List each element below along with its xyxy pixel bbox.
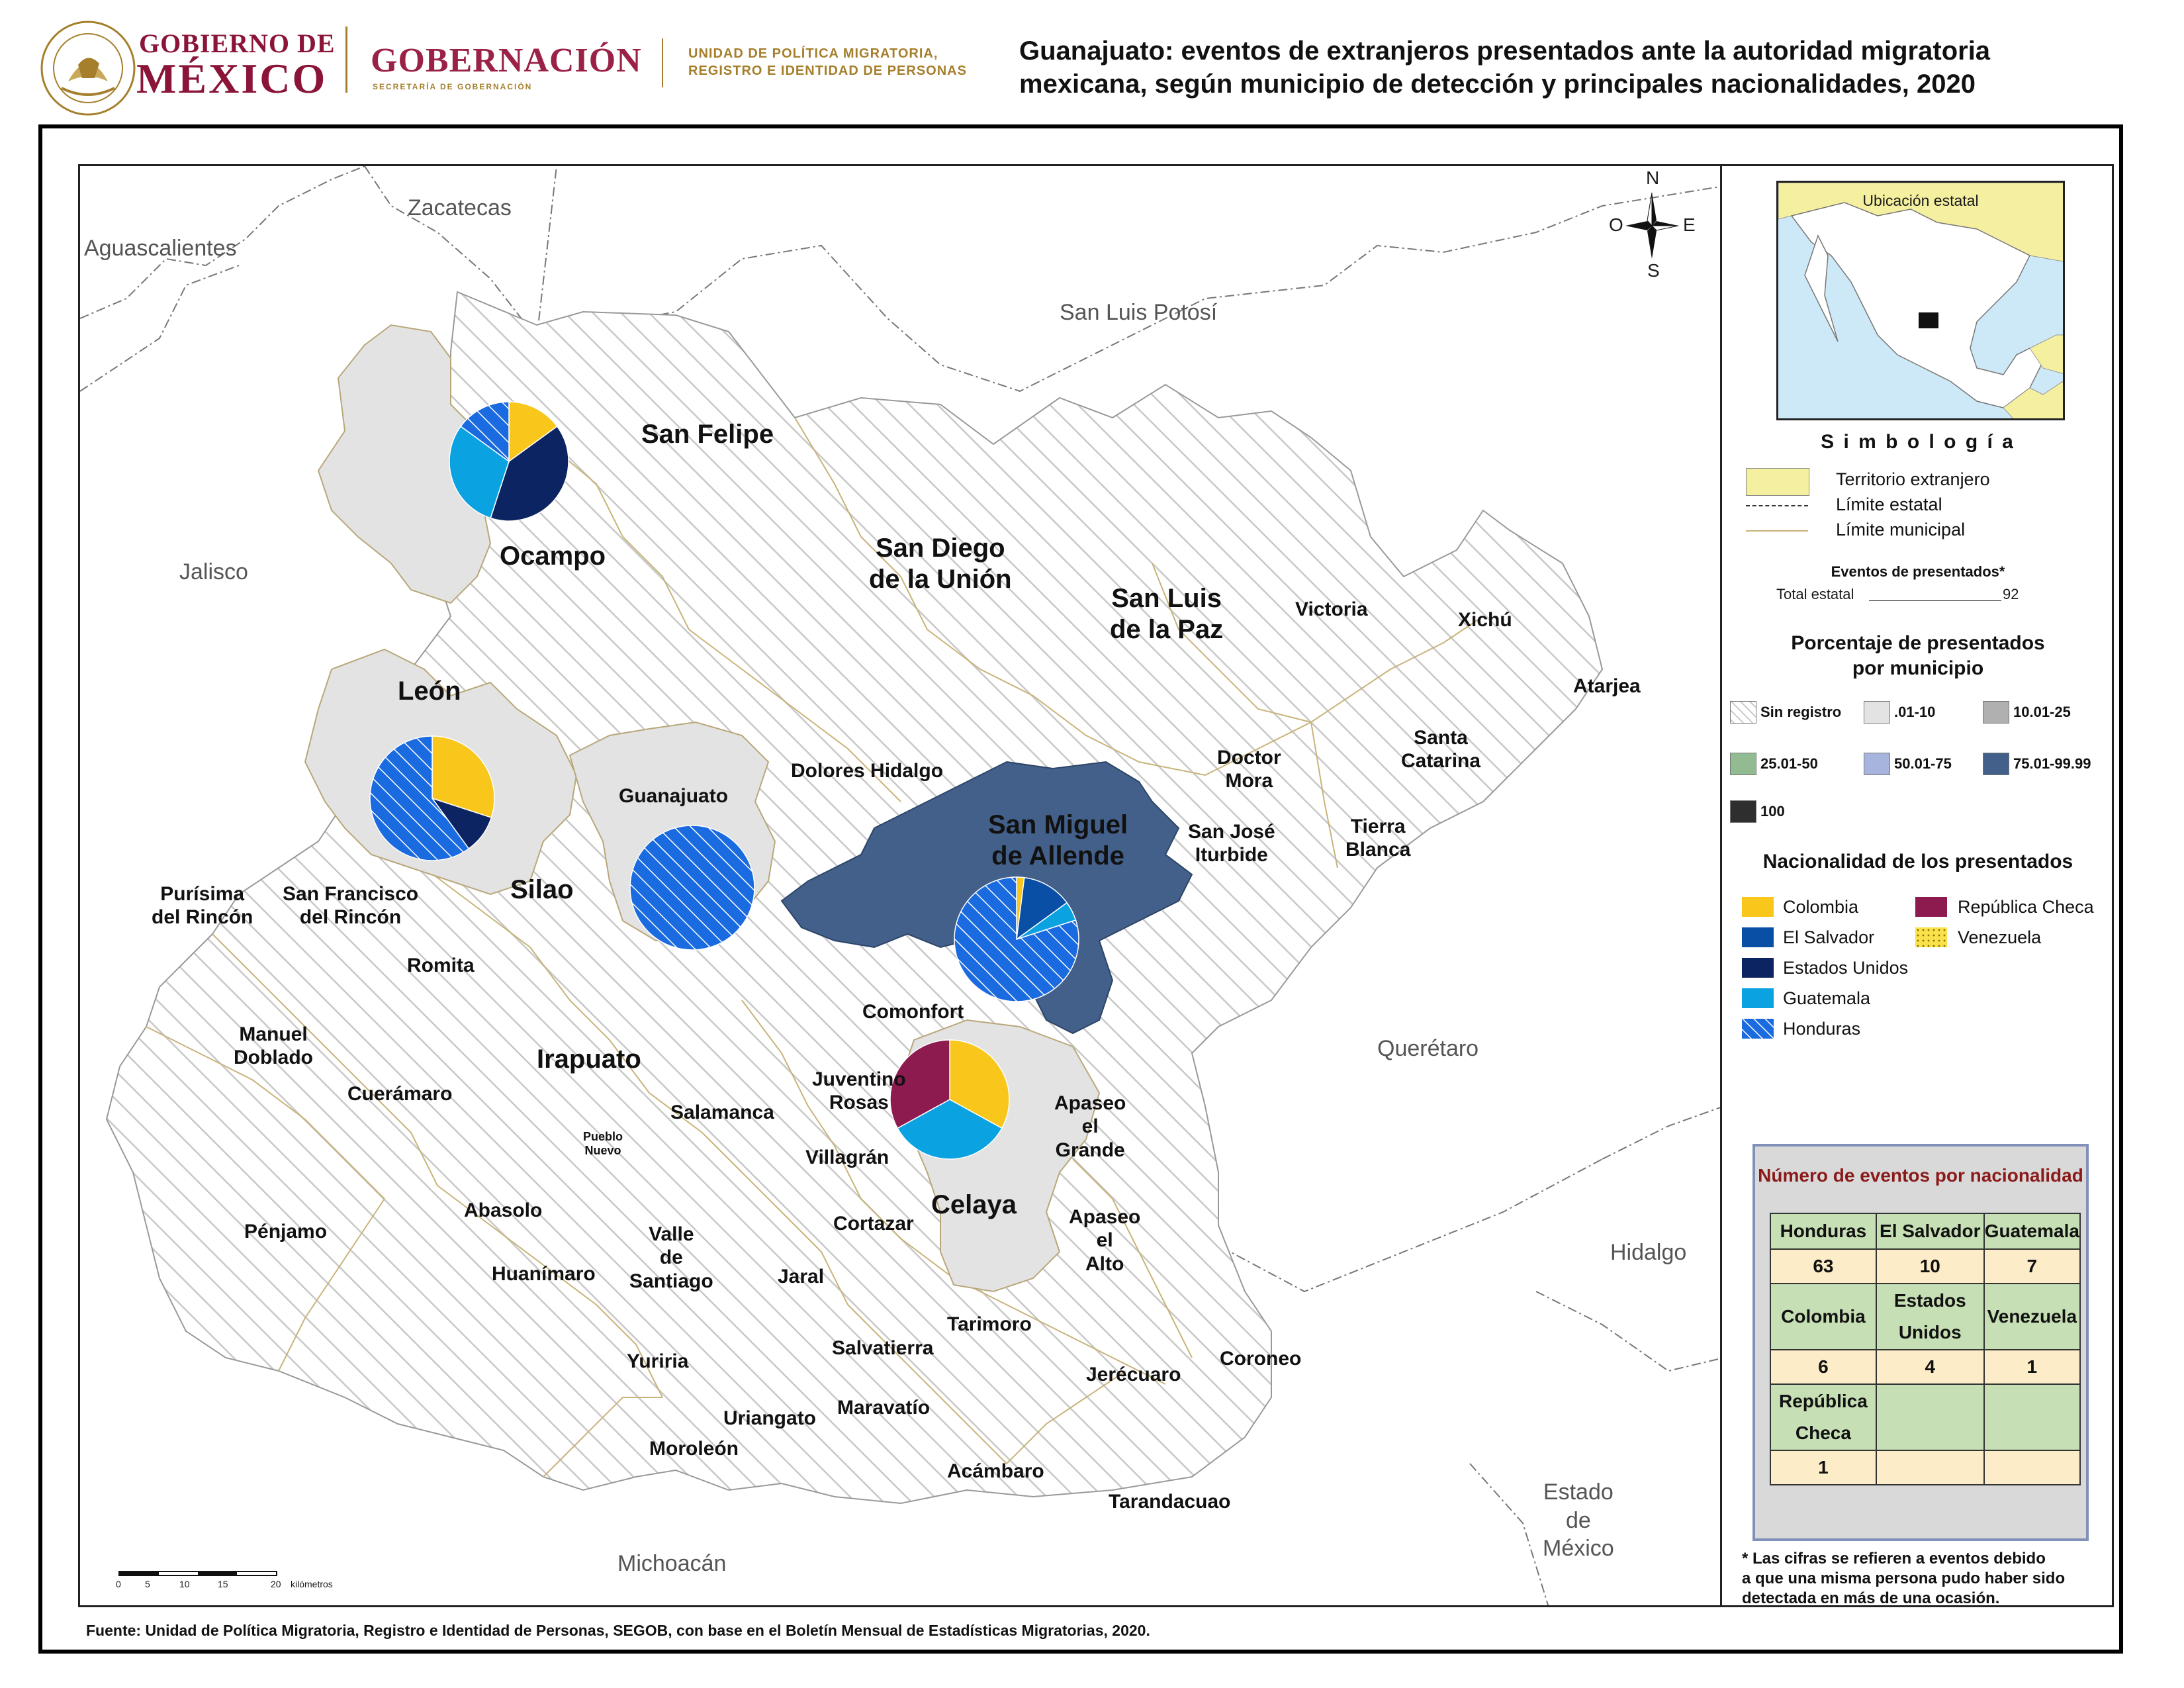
label-jaral: Jaral bbox=[778, 1266, 825, 1288]
inset-title: Ubicación estatal bbox=[1862, 192, 1979, 209]
label-guatemala: Guatemala bbox=[1783, 988, 1871, 1008]
label-republica-checa: República Checa bbox=[1958, 897, 2094, 917]
table-cell: 6 bbox=[1770, 1350, 1876, 1384]
title-line2: mexicana, según municipio de detección y principales nacionalidades, 2020 bbox=[1019, 70, 1976, 99]
label-villagran: Villagrán bbox=[805, 1147, 889, 1168]
label-dolores-hidalgo: Dolores Hidalgo bbox=[791, 760, 944, 782]
swatch-honduras bbox=[1742, 1019, 1774, 1039]
label-purisima-del-rincon: Purísima del Rincón bbox=[152, 883, 253, 929]
swatch-guatemala bbox=[1742, 988, 1774, 1008]
label-doctor-mora: Doctor Mora bbox=[1217, 747, 1281, 792]
label-estados-unidos: Estados Unidos bbox=[1783, 958, 1909, 978]
swatch-el-salvador bbox=[1742, 927, 1774, 947]
swatch-sin-registro bbox=[1730, 701, 1756, 724]
label-silao: Silao bbox=[510, 875, 574, 904]
table-cell: Estados Unidos bbox=[1876, 1284, 1984, 1350]
label-apaseo-el-alto: Apaseo el Alto bbox=[1069, 1206, 1141, 1275]
map-panel bbox=[78, 164, 1722, 1607]
table-cell: 10 bbox=[1876, 1249, 1984, 1284]
table-cell: Guatemala bbox=[1984, 1213, 2080, 1249]
label-atarjea: Atarjea bbox=[1573, 675, 1641, 697]
state-estado-de-mexico: Estado de México bbox=[1543, 1479, 1614, 1561]
label-yuriria: Yuriria bbox=[627, 1350, 689, 1372]
table-cell: El Salvador bbox=[1876, 1213, 1984, 1249]
swatch-r1 bbox=[1864, 701, 1890, 724]
label-r2: 10.01-25 bbox=[2013, 704, 2071, 720]
label-irapuato: Irapuato bbox=[537, 1045, 641, 1074]
scale-bar: 0 5 10 15 20 kilómetros bbox=[118, 1571, 370, 1597]
table-cell bbox=[1876, 1384, 1984, 1450]
label-victoria: Victoria bbox=[1295, 598, 1368, 620]
gob-line2: MÉXICO bbox=[136, 55, 328, 102]
label-guanajuato: Guanajuato bbox=[619, 785, 729, 807]
label-r3: 25.01-50 bbox=[1760, 755, 1818, 772]
label-honduras: Honduras bbox=[1783, 1019, 1861, 1039]
table-cell: Venezuela bbox=[1984, 1284, 2080, 1350]
header bbox=[0, 0, 2184, 119]
label-apaseo-el-grande: Apaseo el Grande bbox=[1054, 1092, 1126, 1161]
state-aguascalientes: Aguascalientes bbox=[84, 236, 237, 261]
state-hidalgo: Hidalgo bbox=[1610, 1240, 1687, 1265]
inset-map-svg bbox=[1778, 183, 2065, 420]
table-cell: 1 bbox=[1984, 1350, 2080, 1384]
pie-san-miguel-de-allende bbox=[954, 877, 1079, 1002]
label-leon: León bbox=[398, 677, 461, 706]
table-cell: 1 bbox=[1770, 1450, 1876, 1485]
label-san-jose-iturbide: San José Iturbide bbox=[1188, 821, 1275, 867]
label-venezuela: Venezuela bbox=[1958, 927, 2042, 947]
label-juventino-rosas: Juventino Rosas bbox=[812, 1068, 906, 1114]
label-r5: 75.01-99.99 bbox=[2013, 755, 2091, 772]
label-san-diego: San Diego de la Unión bbox=[869, 534, 1012, 594]
label-manuel-doblado: Manuel Doblado bbox=[234, 1023, 313, 1069]
eventos-title: Eventos de presentados* bbox=[1831, 563, 2005, 580]
table-cell: República Checa bbox=[1770, 1384, 1876, 1450]
guanajuato-marker-icon bbox=[1919, 312, 1938, 328]
table-cell bbox=[1984, 1450, 2080, 1485]
label-salamanca: Salamanca bbox=[670, 1102, 774, 1123]
label-colombia: Colombia bbox=[1783, 897, 1859, 917]
label-moroleon: Moroleón bbox=[649, 1438, 739, 1460]
label-uriangato: Uriangato bbox=[723, 1407, 817, 1429]
label-valle-de-santiago: Valle de Santiago bbox=[629, 1223, 713, 1292]
table-cell: 7 bbox=[1984, 1249, 2080, 1284]
table-cell: Colombia bbox=[1770, 1284, 1876, 1350]
swatch-r3 bbox=[1730, 753, 1756, 775]
label-ocampo: Ocampo bbox=[500, 541, 606, 571]
state-michoacan: Michoacán bbox=[617, 1551, 727, 1576]
label-cueramaro: Cuerámaro bbox=[347, 1083, 453, 1105]
swatch-colombia bbox=[1742, 897, 1774, 917]
swatch-republica-checa bbox=[1915, 897, 1947, 917]
nat-title: Nacionalidad de los presentados bbox=[1762, 851, 2073, 872]
source-note: Fuente: Unidad de Política Migratoria, Registro e Identidad de Personas, SEGOB, con base en el Boletín Mensual de Estadísticas Migratorias, 2020. bbox=[86, 1622, 1150, 1639]
counts-table-title: Número de eventos por nacionalidad bbox=[1758, 1165, 2083, 1186]
label-abasolo: Abasolo bbox=[464, 1199, 543, 1221]
counts-table bbox=[1770, 1213, 2081, 1485]
limite-estatal-label: Límite estatal bbox=[1836, 494, 1942, 514]
swatch-r5 bbox=[1983, 753, 2009, 775]
inset-map bbox=[1776, 181, 2065, 420]
limite-municipal-label: Límite municipal bbox=[1836, 520, 1966, 539]
territorio-label: Territorio extranjero bbox=[1836, 469, 1990, 489]
header-divider-2 bbox=[662, 38, 663, 87]
label-coroneo: Coroneo bbox=[1220, 1348, 1302, 1370]
label-salvatierra: Salvatierra bbox=[832, 1337, 934, 1359]
label-tierra-blanca: Tierra Blanca bbox=[1345, 816, 1411, 861]
title-line1: Guanajuato: eventos de extranjeros presentados ante la autoridad migratoria bbox=[1019, 36, 1991, 66]
label-r4: 50.01-75 bbox=[1894, 755, 1952, 772]
total-value: 92 bbox=[2003, 586, 2019, 602]
table-cell: 4 bbox=[1876, 1350, 1984, 1384]
label-san-luis-de-la-paz: San Luis de la Paz bbox=[1110, 584, 1224, 645]
table-cell: Honduras bbox=[1770, 1213, 1876, 1249]
gobernacion-sub: SECRETARÍA DE GOBERNACIÓN bbox=[373, 82, 533, 91]
total-label: Total estatal bbox=[1776, 586, 1854, 602]
label-pueblo-nuevo: Pueblo Nuevo bbox=[583, 1130, 623, 1158]
label-penjamo: Pénjamo bbox=[244, 1221, 328, 1243]
label-tarimoro: Tarimoro bbox=[947, 1313, 1032, 1335]
pie-celaya bbox=[890, 1040, 1009, 1159]
swatch-estados-unidos bbox=[1742, 958, 1774, 978]
gobernacion-logo: GOBERNACIÓN bbox=[371, 42, 642, 79]
label-jerecuaro: Jerécuaro bbox=[1086, 1364, 1181, 1385]
gob-line1: GOBIERNO DE bbox=[139, 28, 336, 58]
label-romita: Romita bbox=[407, 955, 475, 976]
label-sin-registro: Sin registro bbox=[1760, 704, 1842, 720]
footnote: * Las cifras se refieren a eventos debido a que una misma persona pudo haber sido detectada en más de una ocasión. bbox=[1742, 1550, 2066, 1607]
limite-estatal-line bbox=[1746, 505, 1808, 506]
simbologia-title: S i m b o l o g í a bbox=[1821, 431, 2015, 453]
unit-line1: UNIDAD DE POLÍTICA MIGRATORIA, bbox=[688, 46, 938, 61]
table-cell bbox=[1984, 1384, 2080, 1450]
swatch-r6 bbox=[1730, 800, 1756, 823]
pie-león bbox=[370, 736, 494, 861]
label-tarandacuao: Tarandacuao bbox=[1109, 1491, 1231, 1513]
pie-ocampo bbox=[449, 402, 569, 521]
header-divider bbox=[345, 26, 347, 93]
territorio-swatch bbox=[1746, 468, 1809, 496]
label-acambaro: Acámbaro bbox=[947, 1460, 1044, 1482]
label-comonfort: Comonfort bbox=[862, 1001, 964, 1023]
label-san-felipe: San Felipe bbox=[641, 420, 774, 449]
swatch-r2 bbox=[1983, 701, 2009, 724]
pct-title: Porcentaje de presentados por municipio bbox=[1791, 632, 2045, 679]
state-san-luis-potosi: San Luis Potosí bbox=[1060, 300, 1218, 325]
state-queretaro: Querétaro bbox=[1377, 1036, 1479, 1061]
label-xichu: Xichú bbox=[1458, 609, 1512, 631]
label-maravatio: Maravatío bbox=[837, 1397, 931, 1419]
table-cell: 63 bbox=[1770, 1249, 1876, 1284]
label-cortazar: Cortazar bbox=[833, 1213, 914, 1235]
label-el-salvador: El Salvador bbox=[1783, 927, 1875, 947]
state-zacatecas: Zacatecas bbox=[408, 195, 512, 220]
unit-line2: REGISTRO E IDENTIDAD DE PERSONAS bbox=[688, 64, 967, 78]
coat-of-arms-icon bbox=[38, 19, 138, 118]
pie-slice-honduras bbox=[630, 825, 754, 950]
swatch-venezuela bbox=[1915, 927, 1947, 947]
compass-rose: N S O E bbox=[1609, 167, 1696, 281]
label-r6: 100 bbox=[1760, 803, 1785, 820]
label-san-miguel-de-allende: San Miguel de Allende bbox=[988, 810, 1128, 871]
swatch-r4 bbox=[1864, 753, 1890, 775]
label-r1: .01-10 bbox=[1894, 704, 1936, 720]
table-cell bbox=[1876, 1450, 1984, 1485]
limite-municipal-line bbox=[1746, 530, 1808, 532]
state-jalisco: Jalisco bbox=[179, 559, 248, 585]
label-celaya: Celaya bbox=[931, 1190, 1017, 1219]
counts-table-box bbox=[1752, 1144, 2089, 1541]
label-san-francisco-del-rincon: San Francisco del Rincón bbox=[283, 883, 419, 929]
page-title bbox=[1019, 34, 2144, 101]
label-huanimaro: Huanímaro bbox=[492, 1263, 596, 1285]
label-santa-catarina: Santa Catarina bbox=[1401, 727, 1481, 773]
pie-guanajuato bbox=[630, 825, 754, 950]
